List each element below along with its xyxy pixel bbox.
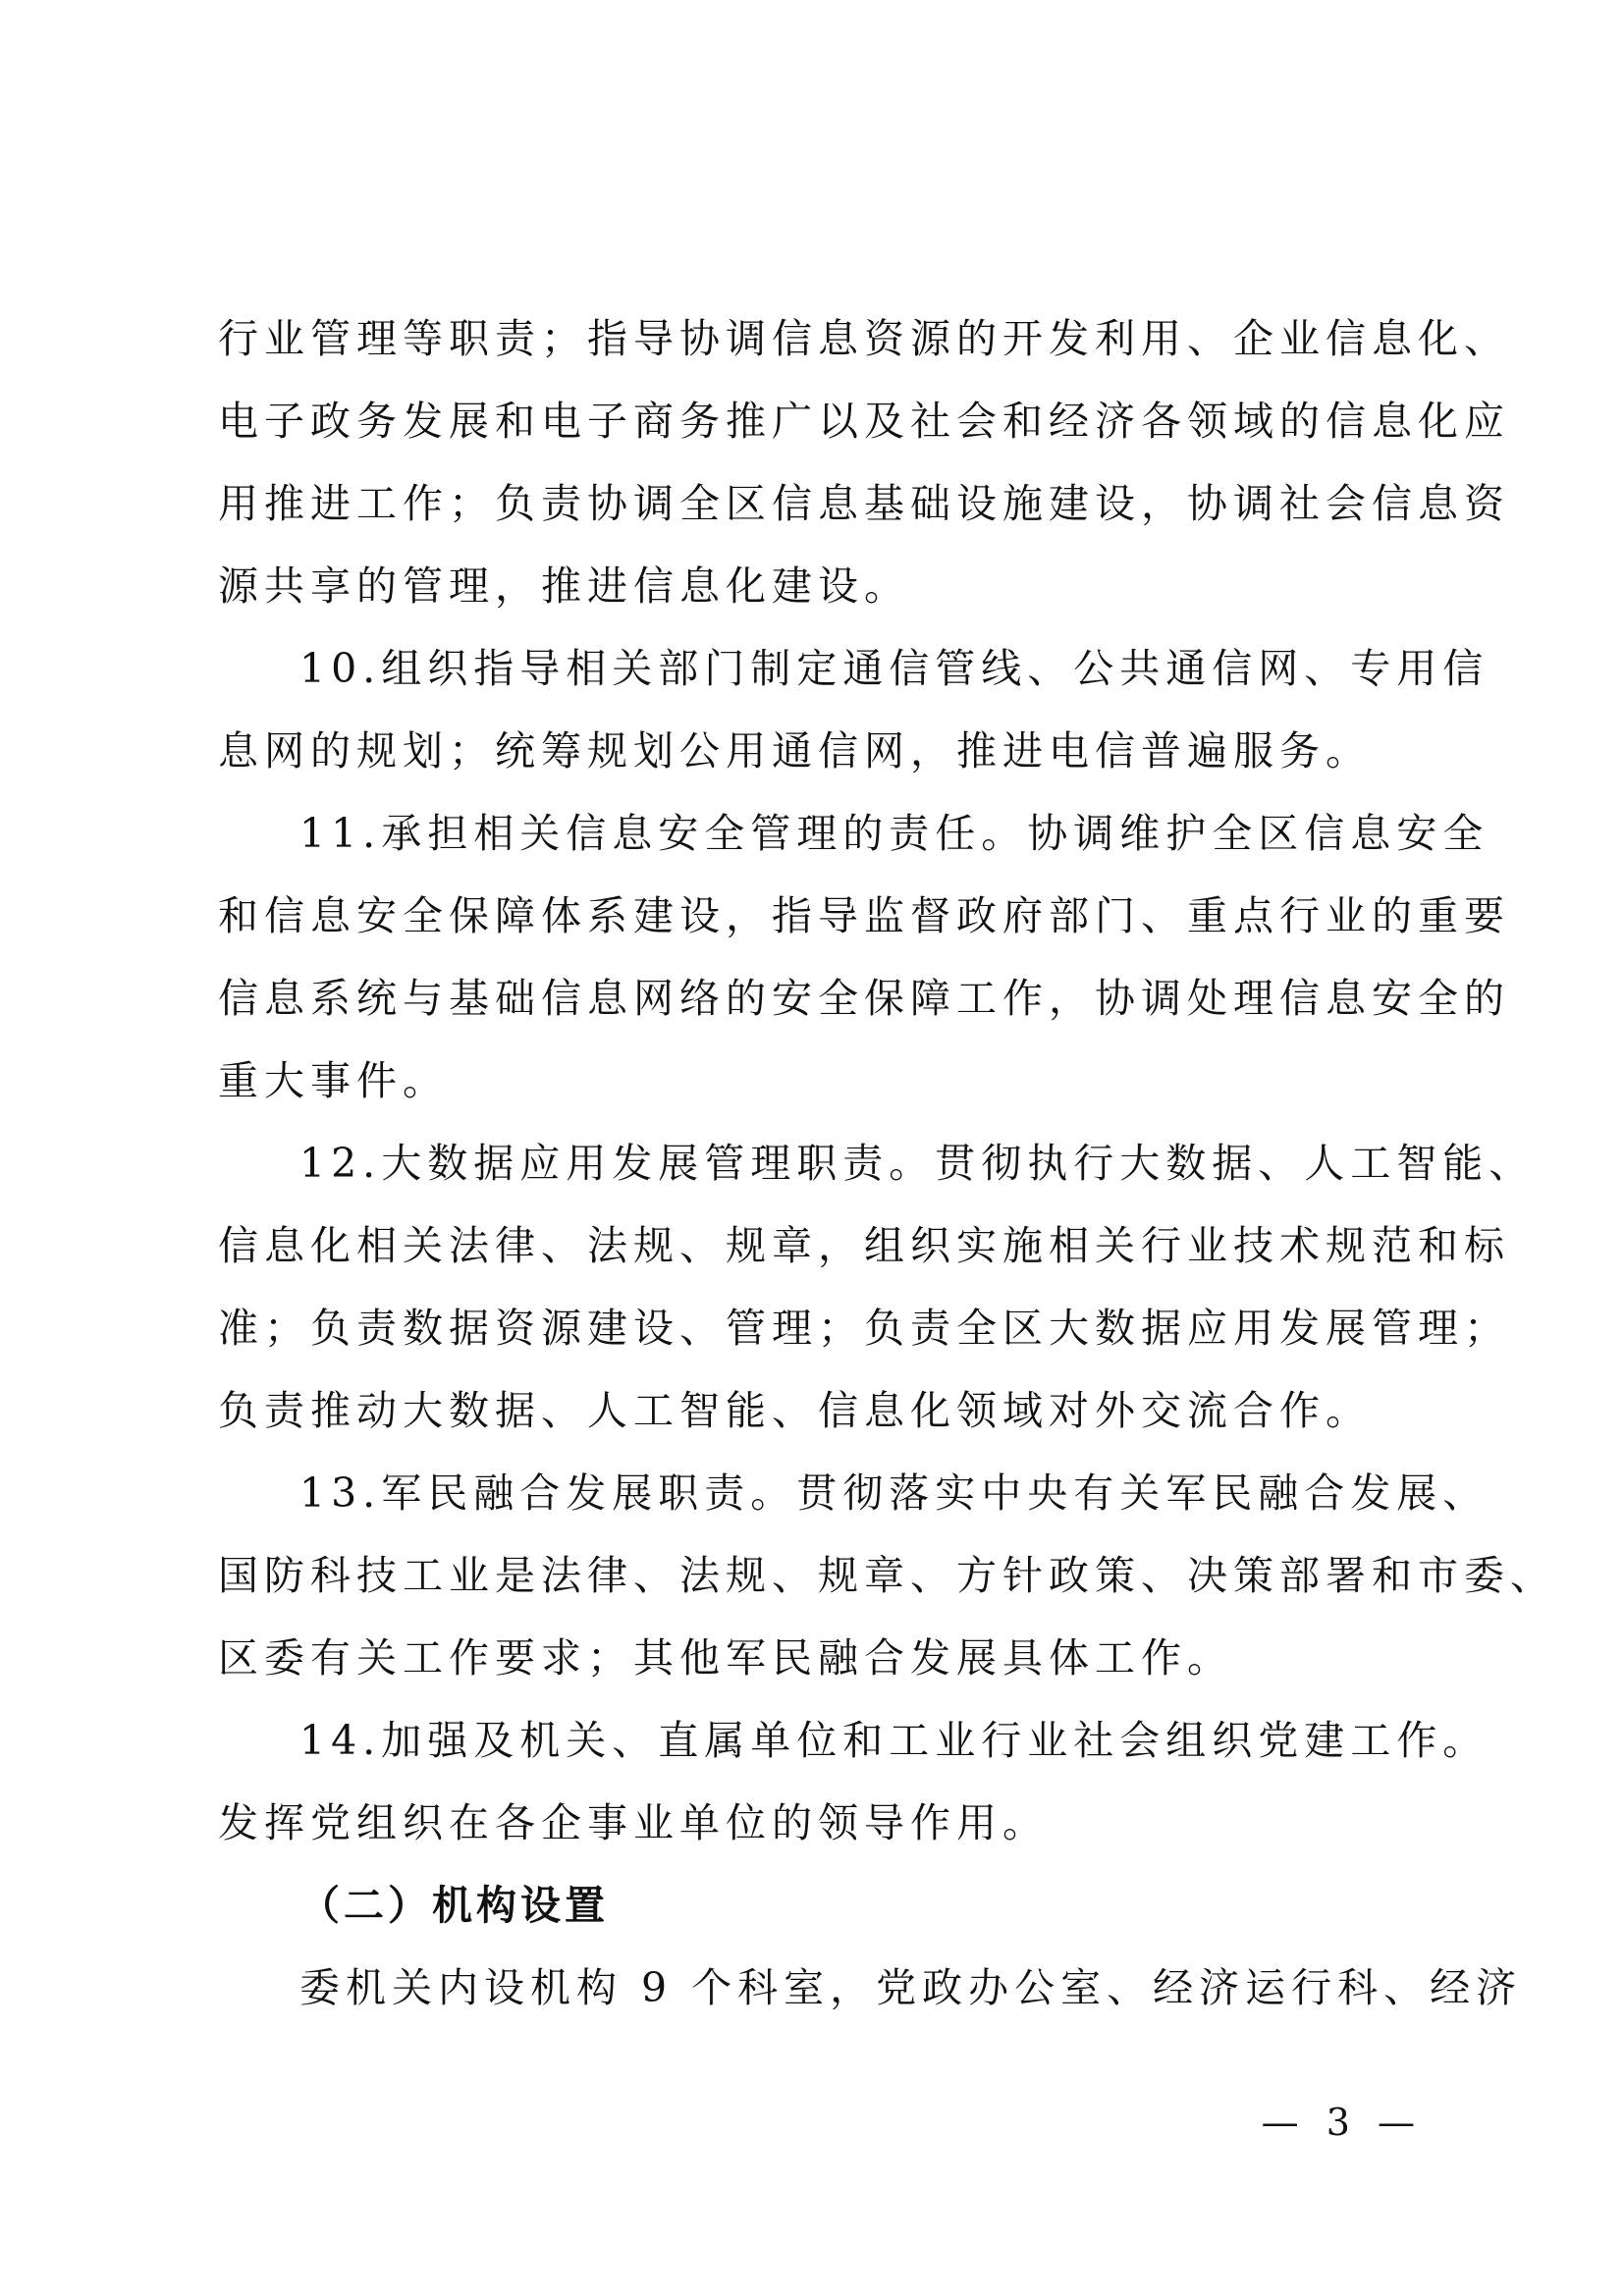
text-line: 行业管理等职责；指导协调信息资源的开发利用、企业信息化、 (218, 315, 1510, 362)
text-line: 电子政务发展和电子商务推广以及社会和经济各领域的信息化应 (218, 398, 1510, 445)
text-line: 和信息安全保障体系建设，指导监督政府部门、重点行业的重要 (218, 892, 1510, 939)
text-line: 用推进工作；负责协调全区信息基础设施建设，协调社会信息资 (218, 480, 1510, 527)
text-line: 发挥党组织在各企事业单位的领导作用。 (218, 1799, 1049, 1846)
section-heading: （二）机构设置 (299, 1882, 609, 1929)
text-line: 信息化相关法律、法规、规章，组织实施相关行业技术规范和标 (218, 1222, 1510, 1269)
text-line: 准；负责数据资源建设、管理；负责全区大数据应用发展管理； (218, 1305, 1510, 1352)
text-line: 源共享的管理，推进信息化建设。 (218, 562, 910, 610)
page-number: — 3 — (1261, 2101, 1423, 2144)
paragraph-11-line: 11.承担相关信息安全管理的责任。协调维护全区信息安全 (299, 810, 1489, 857)
text-line: 信息系统与基础信息网络的安全保障工作，协调处理信息安全的 (218, 975, 1510, 1022)
text-line: 委机关内设机构 9 个科室，党政办公室、经济运行科、经济 (299, 1964, 1523, 2011)
text-line: 负责推动大数据、人工智能、信息化领域对外交流合作。 (218, 1387, 1372, 1434)
text-line: 区委有关工作要求；其他军民融合发展具体工作。 (218, 1634, 1233, 1682)
text-line: 息网的规划；统筹规划公用通信网，推进电信普遍服务。 (218, 727, 1372, 774)
text-line: 重大事件。 (218, 1057, 449, 1104)
paragraph-12-line: 12.大数据应用发展管理职责。贯彻执行大数据、人工智能、 (299, 1140, 1536, 1187)
paragraph-14-line: 14.加强及机关、直属单位和工业行业社会组织党建工作。 (299, 1717, 1489, 1764)
paragraph-10-line: 10.组织指导相关部门制定通信管线、公共通信网、专用信 (299, 645, 1489, 692)
paragraph-13-line: 13.军民融合发展职责。贯彻落实中央有关军民融合发展、 (299, 1469, 1489, 1517)
text-line: 国防科技工业是法律、法规、规章、方针政策、决策部署和市委、 (218, 1552, 1556, 1599)
